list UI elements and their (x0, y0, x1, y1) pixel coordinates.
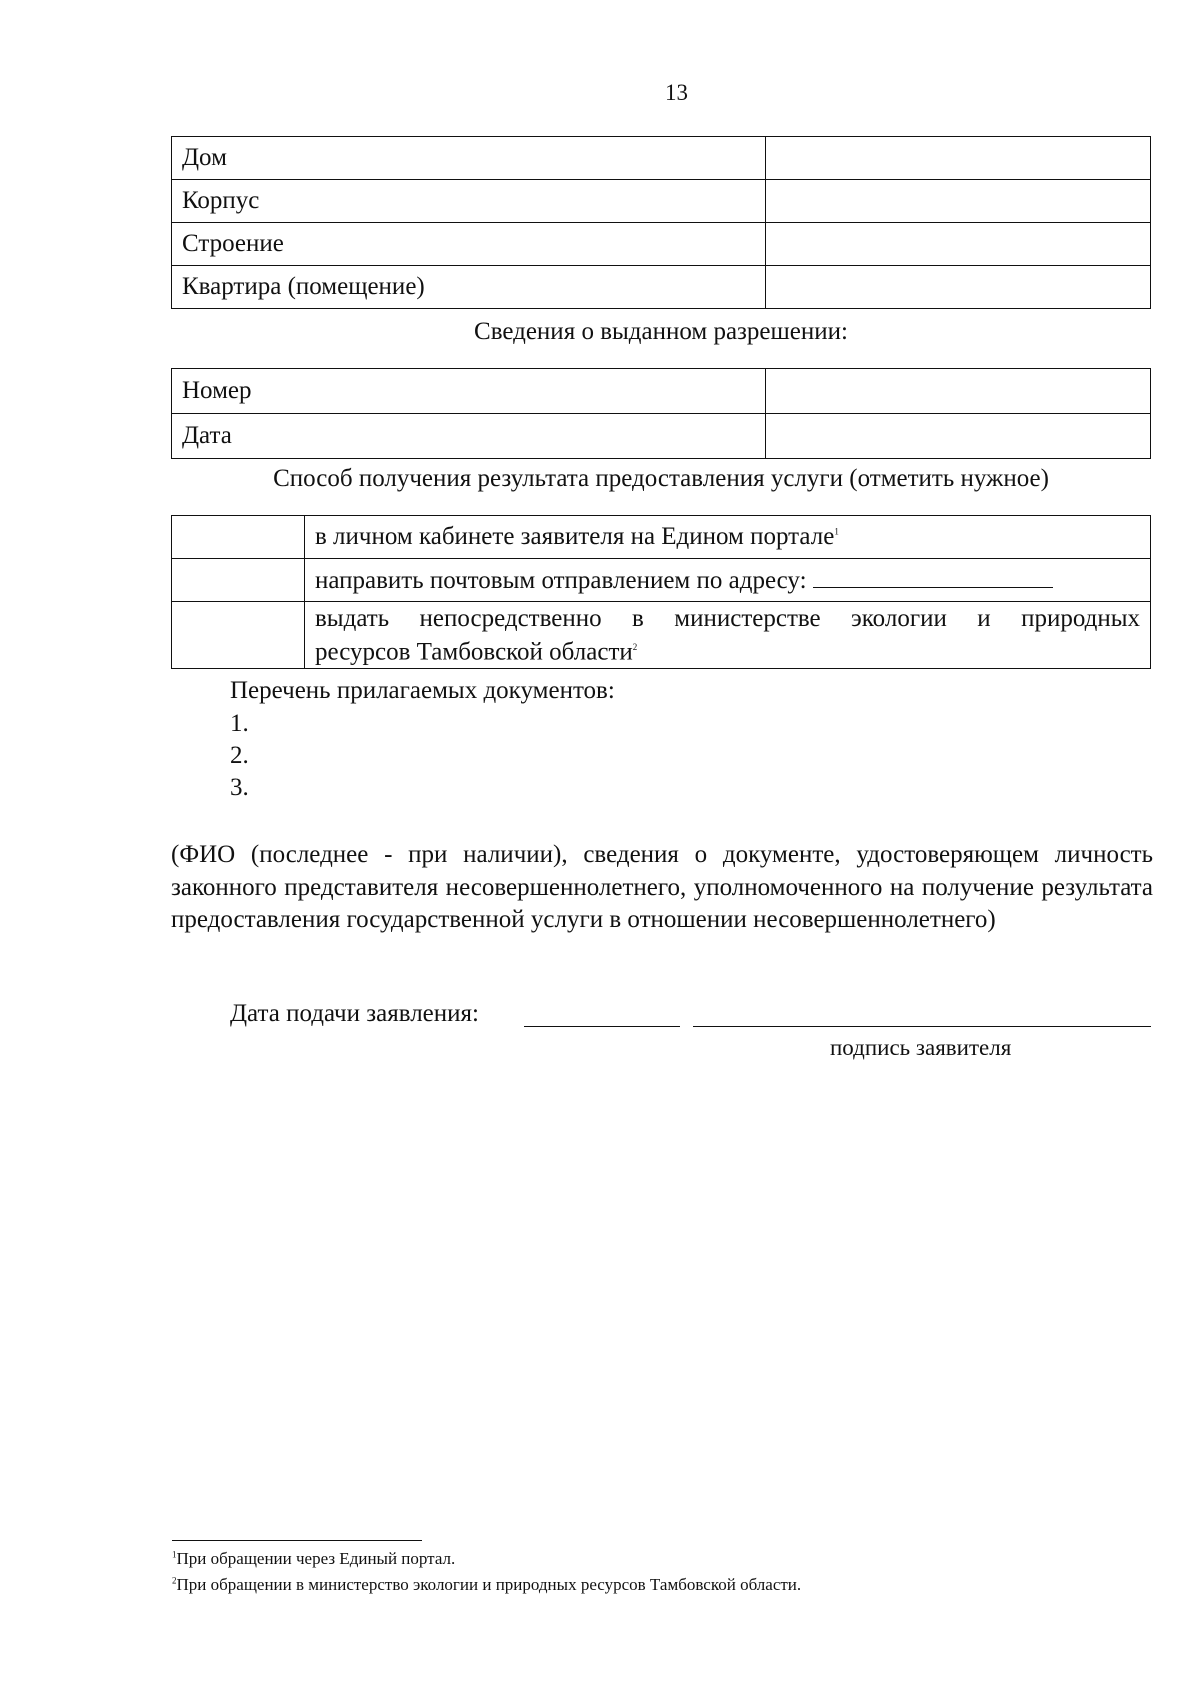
method-option-text: направить почтовым отправлением по адресу: (315, 567, 807, 594)
address-table (171, 136, 1151, 309)
house-value-cell[interactable] (766, 137, 1151, 180)
submission-date-label: Дата подачи заявления: (230, 1000, 479, 1027)
building-block-label: Корпус (172, 180, 766, 223)
document-item: 3. (230, 774, 249, 801)
method-option-line1: выдать непосредственно в министерстве экологии и природных (315, 605, 1140, 632)
method-option-in-person (305, 602, 1151, 669)
method-checkbox-in-person[interactable] (172, 602, 305, 669)
submission-date-blank[interactable] (524, 1004, 680, 1027)
document-item: 1. (230, 710, 249, 737)
table-row (172, 516, 1151, 559)
method-option-mail (305, 559, 1151, 602)
footnote-text: При обращении в министерство экологии и природных ресурсов Тамбовской области. (176, 1575, 802, 1594)
table-row (172, 266, 1151, 309)
method-checkbox-portal[interactable] (172, 516, 305, 559)
footnote-mark: 1 (172, 1549, 177, 1560)
footnote-ref: 2 (632, 642, 638, 652)
table-row (172, 369, 1151, 414)
footnote-1 (172, 1549, 455, 1569)
permit-number-label: Номер (172, 369, 766, 414)
table-row (172, 137, 1151, 180)
apartment-value-cell[interactable] (766, 266, 1151, 309)
table-row (172, 223, 1151, 266)
permit-caption: Сведения о выданном разрешении: (474, 318, 848, 345)
table-row (172, 602, 1151, 669)
apartment-label: Квартира (помещение) (172, 266, 766, 309)
footnote-ref: 1 (834, 526, 839, 537)
building-block-value-cell[interactable] (766, 180, 1151, 223)
table-row (172, 180, 1151, 223)
house-label: Дом (172, 137, 766, 180)
footnote-text: При обращении через Единый портал. (176, 1549, 456, 1568)
method-option-line2: ресурсов Тамбовской области (315, 638, 633, 666)
signature-label: подпись заявителя (830, 1035, 1012, 1060)
method-option-portal (305, 516, 1151, 559)
signature-blank[interactable] (693, 1004, 1151, 1027)
table-row (172, 559, 1151, 602)
table-row (172, 414, 1151, 459)
documents-heading: Перечень прилагаемых документов: (230, 677, 615, 704)
permit-date-label: Дата (172, 414, 766, 459)
footnote-mark: 2 (172, 1575, 177, 1586)
method-table (171, 515, 1151, 669)
page-number: 13 (665, 80, 688, 105)
method-caption: Способ получения результата предоставления услуги (отметить нужное) (273, 465, 1049, 492)
representative-note: (ФИО (последнее - при наличии), сведения о документе, удостоверяющем личность законного представителя несовершеннолетнего, уполномоченного на получение результата предоставления государственной услуги в отношении несовершеннолетнего) (171, 841, 1153, 933)
structure-label: Строение (172, 223, 766, 266)
permit-date-value-cell[interactable] (766, 414, 1151, 459)
footnote-2 (172, 1575, 801, 1595)
permit-number-value-cell[interactable] (766, 369, 1151, 414)
permit-table (171, 368, 1151, 459)
mail-address-blank[interactable] (813, 565, 1053, 588)
method-option-text: в личном кабинете заявителя на Едином портале (315, 523, 835, 550)
document-item: 2. (230, 742, 249, 769)
structure-value-cell[interactable] (766, 223, 1151, 266)
method-checkbox-mail[interactable] (172, 559, 305, 602)
footnote-divider (172, 1540, 422, 1541)
